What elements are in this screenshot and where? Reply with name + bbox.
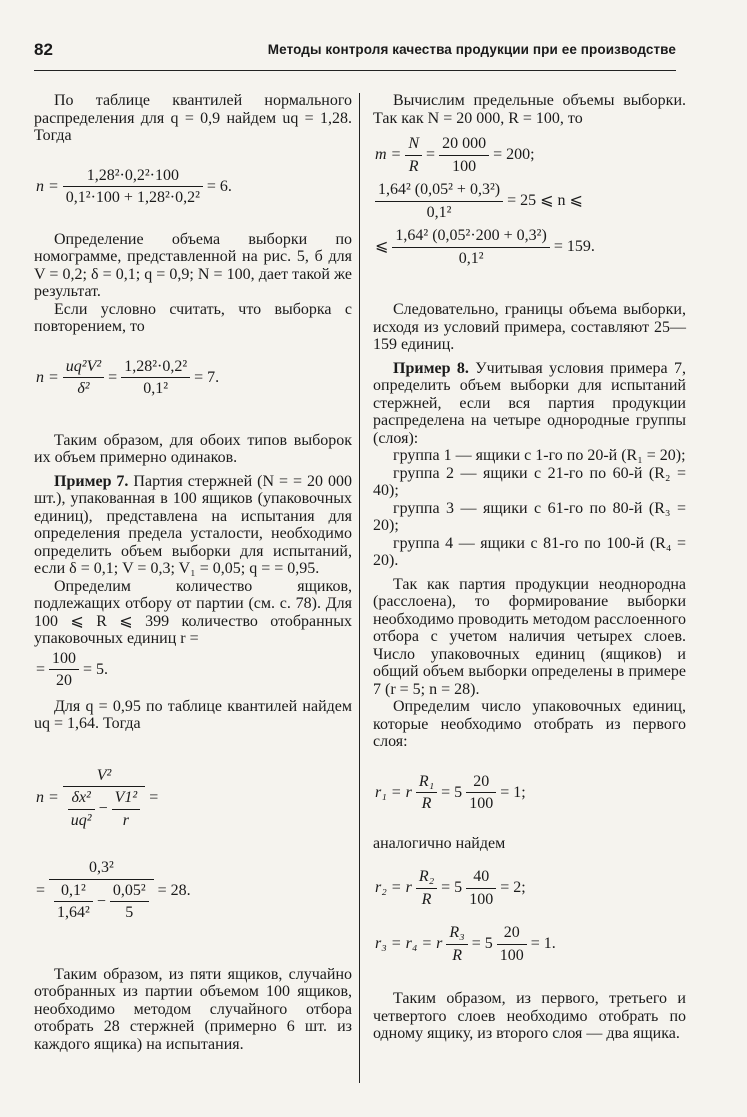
denominator: 100 xyxy=(439,155,489,176)
fraction xyxy=(416,868,437,908)
eq-mid: = xyxy=(426,146,436,164)
eq-lhs: n = xyxy=(36,177,59,195)
paragraph: Таким образом, из пяти ящиков, случайно отобранных из партии объемом 100 ящиков, необходимо методом случайного отбора отобрать 28 стержней (примерно 6 шт. из каждого ящика) на испытания. xyxy=(34,965,352,1053)
denominator: 0,1² xyxy=(375,201,503,222)
denominator: 100 xyxy=(497,944,527,965)
fraction xyxy=(54,882,93,922)
denominator: 0,1² xyxy=(121,377,190,398)
denominator: R xyxy=(416,792,437,813)
numerator: N xyxy=(408,135,420,152)
denominator: 20 xyxy=(49,669,79,690)
fraction xyxy=(392,227,549,267)
equation xyxy=(34,358,352,398)
denominator xyxy=(63,786,145,829)
fraction xyxy=(439,135,489,175)
denominator: 100 xyxy=(466,792,496,813)
eq-lhs: n = xyxy=(36,789,59,806)
numerator: 0,1² xyxy=(61,881,86,899)
numerator: R₁ xyxy=(418,772,435,790)
numerator: V² xyxy=(96,766,112,784)
example-label: Пример 8. xyxy=(393,359,469,377)
eq-rhs: = 159. xyxy=(553,238,595,256)
equation xyxy=(34,767,352,830)
eq-rhs: = 6. xyxy=(206,177,232,195)
numerator: 1,64² (0,05² + 0,3²) xyxy=(378,181,501,198)
equation xyxy=(373,924,686,964)
paragraph: Определим количество ящиков, подлежащих отбору от партии (см. с. 78). Для 100 ⩽ R ⩽ 399 количество отобранных упаковочных единиц r = xyxy=(34,577,352,647)
eq-rhs: = 7. xyxy=(194,368,220,386)
eq-rhs: = 25 ⩽ n ⩽ xyxy=(507,192,583,210)
eq-rhs: = 200; xyxy=(493,146,535,164)
equation xyxy=(373,773,686,813)
fraction xyxy=(112,789,141,829)
fraction xyxy=(375,181,503,221)
eq-rhs: = 28. xyxy=(157,881,191,899)
paragraph: Таким образом, из первого, третьего и четвертого слоев необходимо отобрать по одному ящику, из второго слоя — два ящика. xyxy=(373,990,686,1042)
fraction xyxy=(446,924,467,964)
eq-lhs: r₂ = r xyxy=(375,879,412,897)
equation xyxy=(373,181,686,221)
group-item: группа 4 — ящики с 81-го по 100-й (R₄ = 20). xyxy=(373,534,686,569)
numerator: 1,64² (0,05²·200 + 0,3²) xyxy=(395,227,547,244)
denominator: 5 xyxy=(110,901,149,922)
equation xyxy=(34,859,352,922)
denominator: 0,1²·100 + 1,28²·0,2² xyxy=(63,186,203,207)
numerator: 20 xyxy=(473,772,490,790)
eq-lhs: r₃ = r₄ = r xyxy=(375,935,443,953)
paragraph: Таким образом, для обоих типов выборок их объем примерно одинаков. xyxy=(34,431,352,466)
numerator: 40 xyxy=(473,868,490,885)
eq-lhs: n = xyxy=(36,368,59,386)
numerator: 0,3² xyxy=(88,859,114,876)
eq-rhs: = 2; xyxy=(500,879,526,897)
numerator: V1² xyxy=(114,789,138,806)
header-rule xyxy=(34,70,676,71)
group-item: группа 2 — ящики с 21-го по 60-й (R₂ = 40); xyxy=(373,464,686,499)
denominator: r xyxy=(112,809,141,830)
eq-rhs: = 5. xyxy=(83,660,109,678)
paragraph: Вычислим предельные объемы выборки. Так как N = 20 000, R = 100, то xyxy=(373,92,686,127)
equation xyxy=(373,868,686,908)
paragraph: Определим число упаковочных единиц, которые необходимо отобрать из первого слоя: xyxy=(373,698,686,750)
numerator: 20 000 xyxy=(442,135,487,152)
fraction xyxy=(49,650,79,690)
fraction xyxy=(63,358,104,398)
numerator: 1,28²·0,2²·100 xyxy=(86,166,179,184)
numerator: 0,05² xyxy=(112,881,146,899)
group-item: группа 1 — ящики с 1-го по 20-й (R₁ = 20); xyxy=(393,447,686,464)
paragraph xyxy=(34,473,352,578)
left-column xyxy=(34,92,352,1053)
numerator: 20 xyxy=(503,924,520,941)
fraction xyxy=(405,135,422,175)
fraction xyxy=(466,773,496,813)
equation xyxy=(34,650,352,690)
numerator: 100 xyxy=(52,649,77,667)
denominator: δ² xyxy=(63,377,104,398)
paragraph: Так как партия продукции неоднородна (расслоена), то формирование выборки необходимо проводить методом расслоенного отбора с учетом наличия четырех слоев. Число упаковочных единиц (ящиков) и общий объем выборки определены в примере 7 (r = 5; n = 28). xyxy=(373,575,686,698)
fraction xyxy=(110,882,149,922)
eq-lhs: m = xyxy=(375,146,402,164)
eq-mid: = 5 xyxy=(441,783,463,801)
fraction xyxy=(121,358,190,398)
denominator: 0,1² xyxy=(392,247,549,268)
eq-lhs: r₁ = r xyxy=(375,783,412,801)
eq-mid: = 5 xyxy=(441,879,463,897)
equation xyxy=(373,135,686,175)
example-text: Партия стержней (N = = 20 000 шт.), упакованная в 100 ящиков (упаковочных единиц), представлена на испытания для определения предела усталости, необходимо определить объем выборки для испытаний, если δ = 0,1; V = 0,3; V₁ = 0,05; q = = 0,95. xyxy=(34,472,352,577)
paragraph xyxy=(373,360,686,448)
fraction xyxy=(416,773,437,813)
denominator: 1,64² xyxy=(54,901,93,922)
page-number: 82 xyxy=(34,40,53,59)
numerator: R₃ xyxy=(449,924,465,941)
fraction xyxy=(497,924,527,964)
paragraph: Для q = 0,95 по таблице квантилей найдем uq = 1,64. Тогда xyxy=(34,697,352,732)
numerator: δx² xyxy=(71,789,91,806)
eq-lhs: = xyxy=(36,881,46,899)
numerator: R₂ xyxy=(418,868,435,885)
eq-rhs: = 1. xyxy=(530,935,556,953)
denominator: 100 xyxy=(466,888,496,909)
fraction xyxy=(63,167,203,207)
denominator: R xyxy=(405,155,422,176)
eq-mid: = xyxy=(108,368,118,386)
page-header xyxy=(34,40,676,64)
fraction xyxy=(466,868,496,908)
numerator: uq²V² xyxy=(65,357,102,375)
eq-lhs: = xyxy=(36,660,46,678)
denominator xyxy=(49,879,154,922)
minus-sign: − xyxy=(98,800,108,818)
paragraph: аналогично найдем xyxy=(373,834,506,852)
running-title: Методы контроля качества продукции при ее производстве xyxy=(267,42,676,57)
denominator: R xyxy=(446,944,467,965)
eq-rhs: = xyxy=(149,789,159,806)
paragraph: По таблице квантилей нормального распределения для q = 0,9 найдем uq = 1,28. Тогда xyxy=(34,92,352,144)
numerator: 1,28²·0,2² xyxy=(124,357,188,375)
eq-rhs: = 1; xyxy=(500,783,526,801)
denominator: R xyxy=(416,888,437,909)
equation xyxy=(34,167,352,207)
group-item: группа 3 — ящики с 61-го по 80-й (R₃ = 20); xyxy=(373,499,686,534)
column-divider xyxy=(359,93,360,1083)
equation xyxy=(373,227,686,267)
eq-mid: = 5 xyxy=(471,935,493,953)
fraction xyxy=(49,859,154,922)
minus-sign: − xyxy=(96,892,106,910)
paragraph: Если условно считать, что выборка с повторением, то xyxy=(34,300,352,335)
paragraph: Определение объема выборки по номограмме, представленной на рис. 5, б для V = 0,2; δ = 0,1; q = 0,9; N = 100, дает такой же результат. xyxy=(34,230,352,300)
fraction xyxy=(63,767,145,830)
right-column xyxy=(373,92,686,1043)
example-text: Учитывая условия примера 7, определить объем выборки для испытаний стержней, если вся партия продукции распределена на четыре однородные группы (слоя): xyxy=(373,359,686,447)
denominator: uq² xyxy=(68,809,95,830)
example-label: Пример 7. xyxy=(54,472,129,490)
eq-lhs: ⩽ xyxy=(375,238,389,256)
fraction xyxy=(68,789,95,829)
paragraph: Следовательно, границы объема выборки, исходя из условий примера, составляют 25—159 единиц. xyxy=(373,301,686,353)
